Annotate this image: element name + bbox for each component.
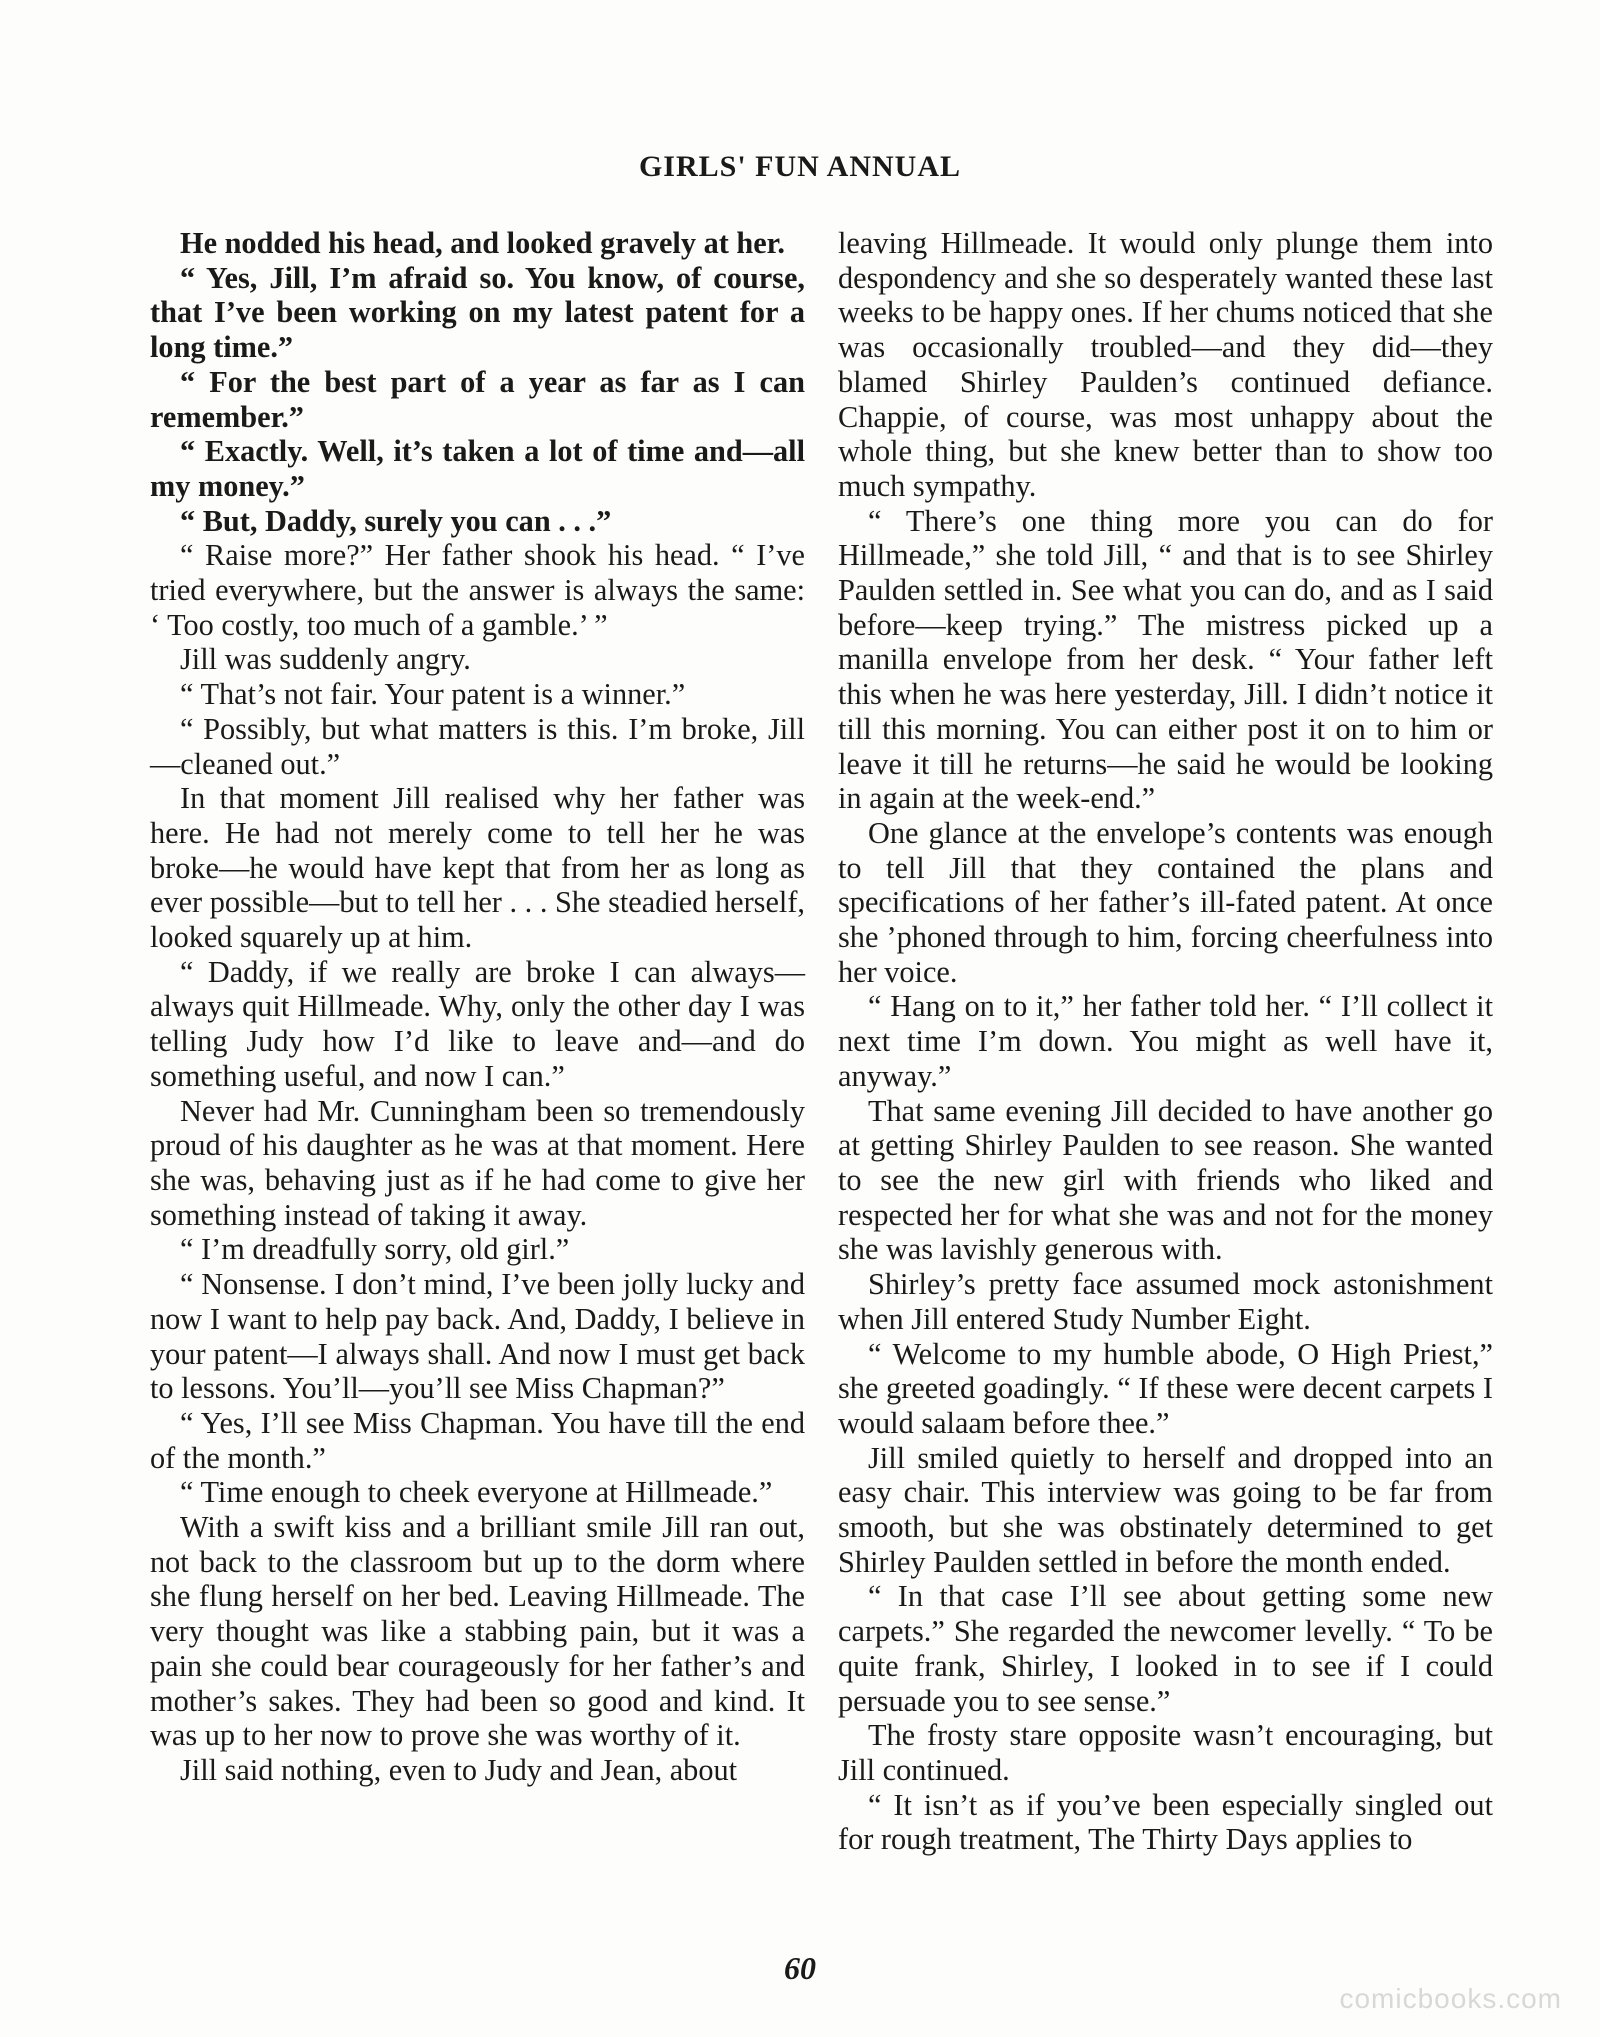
paragraph: “ Possibly, but what matters is this. I’m broke, Jill—cleaned out.” (150, 711, 805, 781)
paragraph: With a swift kiss and a brilliant smile Jill ran out, not back to the classroom but up to the dorm where she flung herself on her bed. Leaving Hillmeade. The very thought was like a stabbing pain, but it was a pain she could bear courageously for her father’s and mother’s sakes. They had been so good and kind. It was up to her now to prove she was worthy of it. (150, 1510, 805, 1753)
paragraph: That same evening Jill decided to have another go at getting Shirley Paulden to see reason. She wanted to see the new girl with friends who liked and respected her for what she was and not for the money she was lavishly generous with. (838, 1093, 1493, 1267)
page-number: 60 (784, 1950, 816, 1986)
paragraph: “ Daddy, if we really are broke I can always—always quit Hillmeade. Why, only the other day I was telling Judy how I’d like to leave and—and do something useful, and now I can.” (150, 954, 805, 1093)
paragraph: “ It isn’t as if you’ve been especially singled out for rough treatment, The Thirty Days applies to (838, 1787, 1493, 1857)
running-header: GIRLS' FUN ANNUAL (638, 150, 962, 183)
paragraph: One glance at the envelope’s contents was enough to tell Jill that they contained the plans and specifications of her father’s ill-fated patent. At once she ’phoned through to him, forcing cheerfulness into her voice. (838, 815, 1493, 989)
left-column (150, 226, 805, 1788)
paragraph: “ But, Daddy, surely you can . . .” (180, 503, 612, 538)
paragraph: “ Nonsense. I don’t mind, I’ve been jolly lucky and now I want to help pay back. And, Daddy, I believe in your patent—I always shall. And now I must get back to lessons. You’ll—you’ll see Miss Chapman?” (150, 1267, 805, 1406)
watermark: comicbooks.com (1339, 1983, 1562, 2014)
paragraph: “ Exactly. Well, it’s taken a lot of time and—all my money.” (150, 434, 805, 503)
paragraph: Jill said nothing, even to Judy and Jean, about (180, 1752, 738, 1787)
paragraph: “ In that case I’ll see about getting some new carpets.” She regarded the newcomer levelly. “ To be quite frank, Shirley, I looked in to see if I could persuade you to see sense.” (838, 1579, 1493, 1718)
paragraph: “ Hang on to it,” her father told her. “ I’ll collect it next time I’m down. You might as well have it, anyway.” (838, 989, 1493, 1093)
paragraph: “ Yes, Jill, I’m afraid so. You know, of course, that I’ve been working on my latest patent for a long time.” (150, 260, 805, 365)
paragraph: Jill was suddenly angry. (180, 642, 471, 677)
paragraph: Never had Mr. Cunningham been so tremendously proud of his daughter as he was at that moment. Here she was, behaving just as if he had come to give her something instead of taking it away. (150, 1093, 805, 1232)
paragraph: He nodded his head, and looked gravely at her. (180, 226, 785, 260)
paragraph: “ I’m dreadfully sorry, old girl.” (180, 1232, 570, 1267)
paragraph: “ Yes, I’ll see Miss Chapman. You have till the end of the month.” (150, 1405, 805, 1475)
right-column (838, 226, 1493, 1857)
paragraph: “ Time enough to cheek everyone at Hillmeade.” (180, 1475, 773, 1510)
paragraph: “ That’s not fair. Your patent is a winner.” (180, 677, 686, 712)
paragraph: Jill smiled quietly to herself and dropped into an easy chair. This interview was going to be far from smooth, but she was obstinately determined to get Shirley Paulden settled in before the month ended. (838, 1440, 1493, 1579)
paragraph: “ There’s one thing more you can do for Hillmeade,” she told Jill, “ and that is to see Shirley Paulden settled in. See what you can do, and as I said before—keep trying.” The mistress picked up a manilla envelope from her desk. “ Your father left this when he was here yesterday, Jill. I didn’t notice it till this morning. You can either post it on to him or leave it till he returns—he said he would be looking in again at the week-end.” (838, 503, 1493, 816)
paragraph: In that moment Jill realised why her father was here. He had not merely come to tell her he was broke—he would have kept that from her as long as ever possible—but to tell her . . . She steadied herself, looked squarely up at him. (150, 781, 805, 955)
paragraph: The frosty stare opposite wasn’t encouraging, but Jill continued. (838, 1718, 1493, 1787)
paragraph: “ Welcome to my humble abode, O High Priest,” she greeted goadingly. “ If these were decent carpets I would salaam before thee.” (838, 1336, 1493, 1440)
paragraph: leaving Hillmeade. It would only plunge them into despondency and she so desperately wanted these last weeks to be happy ones. If her chums noticed that she was occasionally troubled—and they did—they blamed Shirley Paulden’s continued defiance. Chappie, of course, was most unhappy about the whole thing, but she knew better than to show too much sympathy. (838, 226, 1493, 503)
paragraph: “ For the best part of a year as far as I can remember.” (150, 364, 805, 434)
paragraph: “ Raise more?” Her father shook his head. “ I’ve tried everywhere, but the answer is always the same: ‘ Too costly, too much of a gamble.’ ” (150, 538, 805, 642)
paragraph: Shirley’s pretty face assumed mock astonishment when Jill entered Study Number Eight. (838, 1267, 1493, 1336)
